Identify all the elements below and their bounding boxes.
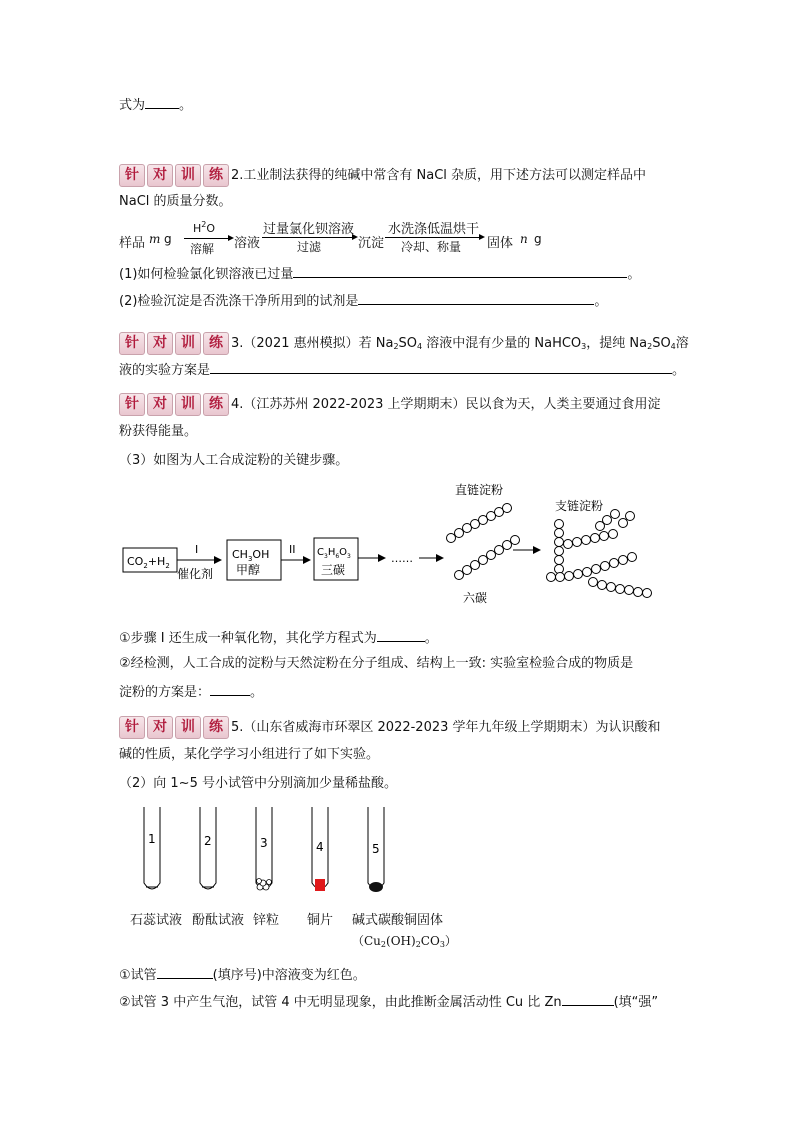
svg-text:3: 3 [260,836,268,850]
answer-blank[interactable] [157,966,213,979]
answer-blank[interactable] [210,361,672,374]
practice-badge: 针 对 训 练 [119,332,229,355]
tube-label-2: 酚酞试液 [192,913,245,928]
svg-text:六碳: 六碳 [463,591,488,605]
branched-starch [547,510,652,598]
svg-text:2: 2 [204,834,212,848]
copper-carbonate-formula: $(Cu_2(OH)_2CO_3)$ [352,934,457,949]
practice-badge: 针 对 训 练 [119,716,229,739]
q3-line1: 针 对 训 练 3.（2021 惠州模拟）若 $Na_2SO_4$ 溶液中混有少量的 NaHCO$_3$，提纯 $Na_2SO_4$溶 [119,332,689,356]
q5-qa: ①试管 (填序号)中溶液变为红色。 [119,968,366,983]
svg-text:5: 5 [372,842,380,856]
svg-text:II: II [289,543,296,556]
svg-text:1: 1 [148,832,156,846]
zinc-granules [257,879,272,891]
tube-1 [144,807,160,889]
q4-line2: 粉获得能量。 [119,424,198,439]
answer-blank[interactable] [145,96,179,109]
q4-line3: （3）如图为人工合成淀粉的关键步骤。 [119,453,349,468]
svg-text:支链淀粉: 支链淀粉 [555,499,604,513]
q5-qb: ②试管 3 中产生气泡，试管 4 中无明显现象，由此推断金属活动性 Cu 比 Zn (填“强” [119,995,659,1010]
tube-label-1: 石蕊试液 [130,913,183,928]
svg-text:I: I [195,543,199,556]
q4-qb2: 淀粉的方案是： 。 [119,685,264,700]
q2-sub1: (1)如何检验氯化钡溶液已过量 。 [119,267,641,282]
svg-text:三碳: 三碳 [321,563,346,577]
answer-blank[interactable] [377,629,425,642]
intro-line: 式为 。 [119,98,193,113]
linear-starch-chain [447,504,520,580]
svg-text:直链淀粉: 直链淀粉 [455,483,504,497]
q4-line1: 针 对 训 练 4.（江苏苏州 2022-2023 上学期期末）民以食为天，人类主要通过食用淀 [119,393,661,416]
q5-line3: （2）向 1~5 号小试管中分别滴加少量稀盐酸。 [119,776,397,791]
answer-blank[interactable] [210,683,250,696]
svg-text:甲醇: 甲醇 [236,563,261,577]
answer-blank[interactable] [562,993,614,1006]
starch-synthesis-diagram [115,478,675,613]
answer-blank[interactable] [293,265,627,278]
copper-piece [315,879,325,891]
practice-badge: 针 对 训 练 [119,164,229,187]
tube-label-5: 碱式碳酸铜固体 [352,913,444,928]
answer-blank[interactable] [358,292,594,305]
svg-text:4: 4 [316,840,324,854]
svg-text:……: …… [391,552,413,565]
box3-formula: $C_3H_6O_3$ [317,547,351,560]
q2-line2: NaCl 的质量分数。 [119,194,232,209]
q2-sub2: (2)检验沉淀是否洗涤干净所用到的试剂是 。 [119,294,608,309]
test-tubes-diagram [120,803,480,908]
q3-line2: 液的实验方案是 。 [119,363,686,378]
q5-line1: 针 对 训 练 5.（山东省威海市环翠区 2022-2023 学年九年级上学期期末）为认识酸和 [119,716,661,739]
q2-line1: 针 对 训 练 2.工业制法获得的纯碱中常含有 NaCl 杂质，用下述方法可以测定样品中 [119,164,646,187]
box2-formula: $CH_3OH$ [232,548,270,563]
q4-qa: ①步骤 I 还生成一种氧化物，其化学方程式为 。 [119,631,438,646]
basic-copper-carbonate [369,882,383,892]
q5-line2: 碱的性质，某化学学习小组进行了如下实验。 [119,747,380,762]
q4-qb1: ②经检测，人工合成的淀粉与天然淀粉在分子组成、结构上一致: 实验室检验合成的物质是 [119,656,634,671]
practice-badge: 针 对 训 练 [119,393,229,416]
tube-label-3: 锌粒 [253,913,280,928]
box1-label: $CO_2+H_2$ [127,555,170,570]
tube-2 [200,807,216,889]
tube-label-4: 铜片 [307,913,334,928]
svg-text:催化剂: 催化剂 [177,567,214,581]
